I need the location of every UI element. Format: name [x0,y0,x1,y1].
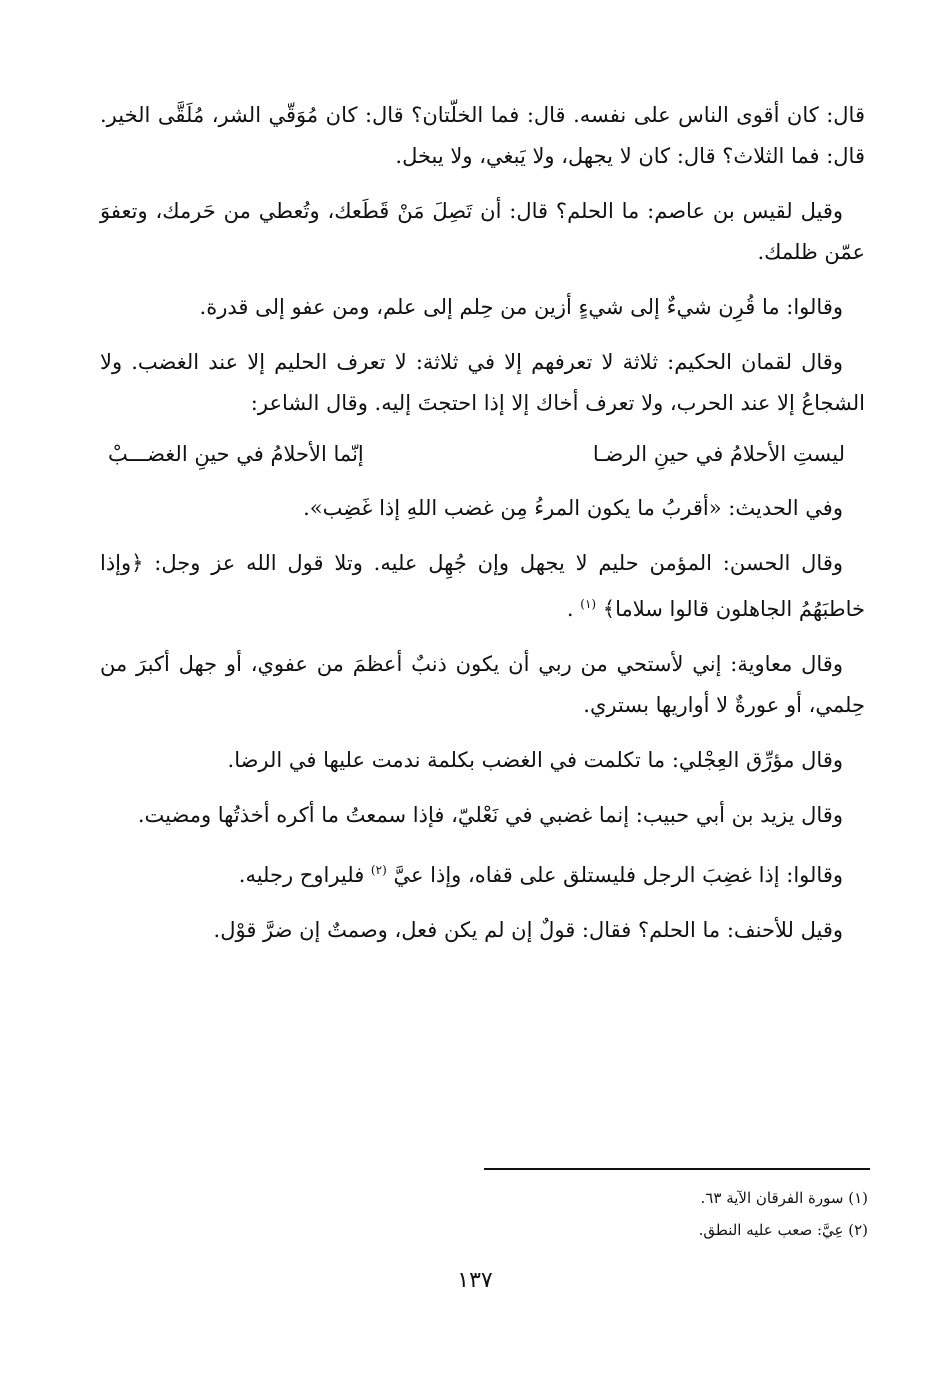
hasan-tail: . [566,597,574,621]
footnote-ref-2: (٢) [370,863,387,877]
paragraph-hasan [100,543,865,630]
qalu-head: وقالوا: إذا غضِبَ الرجل فليستلق على قفاه، وإذا عيَّ [393,863,843,887]
poem-verse [100,434,845,474]
paragraph-luqman: وقال لقمان الحكيم: ثلاثة لا تعرفهم إلا في ثلاثة: لا تعرف الحليم إلا عند الغضب. ولا الشجاعُ إلا عند الحرب، ولا تعرف أخاك إلا إذا احتجتَ إليه. وقال الشاعر: [100,350,865,415]
qalu-tail: فليراوح رجليه. [238,863,365,887]
paragraph-qays-ibn-asim: وقيل لقيس بن عاصم: ما الحلم؟ قال: أن تَصِلَ مَنْ قَطَعك، وتُعطي من حَرمك، وتعفوَ عمّن ظلمك. [100,199,865,264]
page-number: ١٣٧ [457,1268,493,1293]
footnote-divider [484,1168,870,1170]
paragraph-khallatan: قال: كان أقوى الناس على نفسه. قال: فما الخلّتان؟ قال: كان مُوَقّي الشر، مُلَقَّى الخير. قال: فما الثلاث؟ قال: كان لا يجهل، ولا يَبغي، ولا يبخل. [100,103,865,168]
paragraph-muwarriq: وقال مؤرِّق العِجْلي: ما تكلمت في الغضب بكلمة ندمت عليها في الرضا. [227,748,843,772]
paragraph-yazid: وقال يزيد بن أبي حبيب: إنما غضبي في نَعْليّ، فإذا سمعتُ ما أكره أخذتُها ومضيت. [137,803,843,827]
hasan-text: وقال الحسن: المؤمن حليم لا يجهل وإن جُهِل عليه. وتلا قول الله عز وجل: ﴿وإذا خاطبَهُمُ الجاهلون قالوا سلاما﴾ [100,551,865,621]
page-body [100,95,865,965]
footnote-2: (٢) عِيَّ: صعب عليه النطق. [698,1221,868,1239]
footnote-ref-1: (١) [580,597,597,611]
paragraph-qalu-ghadab [100,850,865,896]
paragraph-ahnaf: وقيل للأحنف: ما الحلم؟ فقال: قولٌ إن لم يكن فعل، وصمتٌ إن ضرَّ قوْل. [213,918,843,942]
footnotes [480,1182,868,1246]
verse-second-hemistich: إنّما الأحلامُ في حينِ الغضـــبْ [108,442,364,466]
footnote-1: (١) سورة الفرقان الآية ٦٣. [700,1189,868,1207]
paragraph-hadith: وفي الحديث: «أقربُ ما يكون المرءُ مِن غضب اللهِ إذا غَضِب». [303,496,843,520]
paragraph-muawiya: وقال معاوية: إني لأستحي من ربي أن يكون ذنبٌ أعظمَ من عفوي، أو جهل أكبرَ من حِلمي، أو عورةٌ لا أواريها بستري. [100,652,865,717]
verse-first-hemistich: ليستِ الأحلامُ في حينِ الرضـا [592,442,845,466]
paragraph-hilm-ilm: وقالوا: ما قُرِن شيءٌ إلى شيءٍ أزين من حِلم إلى علم، ومن عفو إلى قدرة. [199,295,843,319]
